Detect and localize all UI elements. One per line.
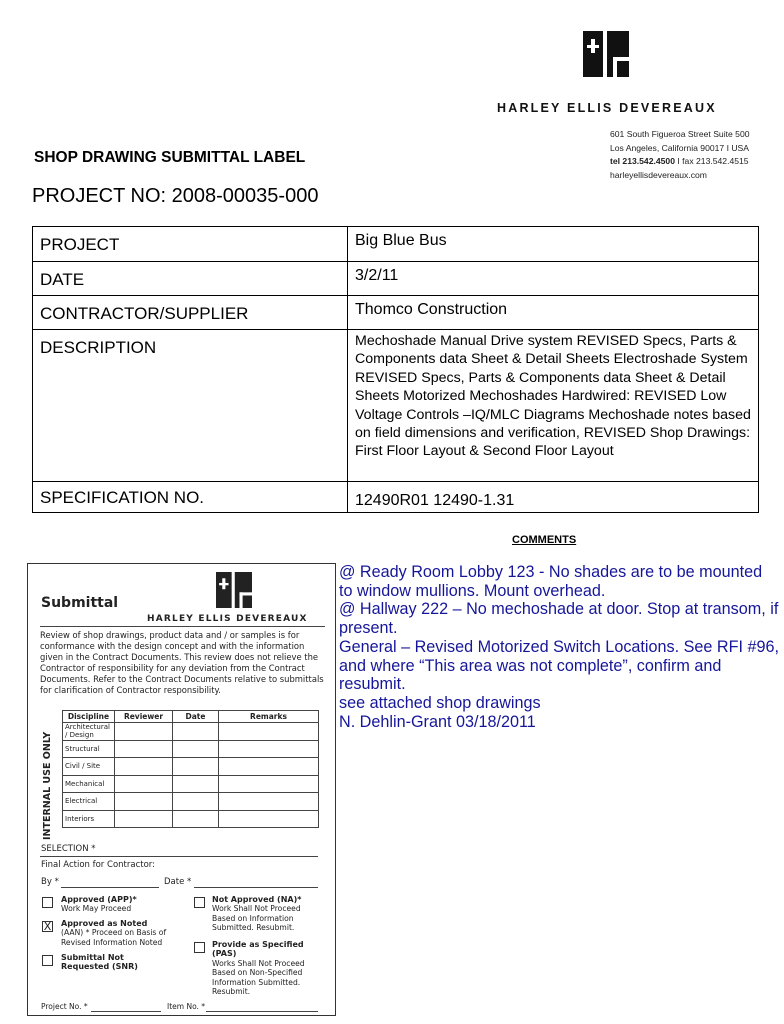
stamp-logo-icon <box>216 572 252 608</box>
final-action-label: Final Action for Contractor: <box>41 860 155 870</box>
remarks-cell[interactable] <box>219 810 319 828</box>
firm-logo-icon <box>583 31 629 77</box>
table-row <box>33 482 759 513</box>
col-header: Date <box>173 711 219 723</box>
reviewer-cell[interactable] <box>115 775 173 793</box>
remarks-cell[interactable] <box>219 793 319 811</box>
firm-address <box>610 128 750 182</box>
by-line <box>61 887 159 888</box>
internal-use-text: INTERNAL USE ONLY <box>42 731 53 840</box>
table-row <box>63 740 319 758</box>
firm-name: HARLEY ELLIS DEVEREAUX <box>497 101 717 115</box>
row-value: Big Blue Bus <box>348 227 759 262</box>
row-label: DATE <box>33 262 348 296</box>
comments-heading: COMMENTS <box>512 534 577 546</box>
approved-as-noted-checkbox[interactable]: X <box>43 920 52 933</box>
not-approved-option <box>212 895 322 933</box>
option-subtext: Work Shall Not Proceed Based on Information Submitted. Resubmit. <box>212 904 301 933</box>
row-label: CONTRACTOR/SUPPLIER <box>33 296 348 330</box>
provide-as-specified-option <box>212 940 330 996</box>
option-subtext: Work May Proceed <box>61 904 132 914</box>
tel-text: tel 213.542.4500 <box>610 156 675 166</box>
divider <box>40 856 318 857</box>
project-number: PROJECT NO: 2008-00035-000 <box>32 185 319 207</box>
discipline-cell: Structural <box>63 740 115 758</box>
submittal-table <box>32 226 759 513</box>
table-row <box>33 296 759 330</box>
date-label: Date * <box>164 877 192 887</box>
col-header: Reviewer <box>115 711 173 723</box>
address-line-2: Los Angeles, California 90017 I USA <box>610 142 750 153</box>
col-header: Discipline <box>63 711 115 723</box>
option-title: Submittal Not <box>61 953 124 962</box>
reviewer-cell[interactable] <box>115 758 173 776</box>
table-row <box>63 793 319 811</box>
option-title: Provide as Specified (PAS) <box>212 940 304 959</box>
row-value: 3/2/11 <box>348 262 759 296</box>
form-title: SHOP DRAWING SUBMITTAL LABEL <box>34 149 306 166</box>
discipline-cell: Interiors <box>63 810 115 828</box>
reviewer-cell[interactable] <box>115 723 173 741</box>
reviewer-cell[interactable] <box>115 740 173 758</box>
remarks-cell[interactable] <box>219 775 319 793</box>
approved-as-noted-option <box>61 919 179 947</box>
table-row <box>63 775 319 793</box>
date-cell[interactable] <box>173 810 219 828</box>
row-label: PROJECT <box>33 227 348 262</box>
row-value: 12490R01 12490-1.31 <box>348 482 759 513</box>
item-no-label: Item No. * <box>167 1002 206 1011</box>
table-row <box>33 330 759 482</box>
fax-text: I fax 213.542.4515 <box>675 156 749 166</box>
selection-label: SELECTION * <box>41 844 96 854</box>
date-cell[interactable] <box>173 775 219 793</box>
date-cell[interactable] <box>173 723 219 741</box>
remarks-cell[interactable] <box>219 723 319 741</box>
address-line-1: 601 South Figueroa Street Suite 500 <box>610 129 750 139</box>
date-cell[interactable] <box>173 793 219 811</box>
row-value: Thomco Construction <box>348 296 759 330</box>
comment-line: @ Hallway 222 – No mechoshade at door. Stop at transom, if present. <box>339 600 779 638</box>
comment-line: General – Revised Motorized Switch Locations. See RFI #96, and where “This area was not complete”, confirm and resubmit. <box>339 637 779 694</box>
row-label: DESCRIPTION <box>33 330 348 482</box>
option-title: Approved (APP)* <box>61 895 137 904</box>
comments-text <box>339 563 779 731</box>
provide-as-specified-checkbox[interactable] <box>194 942 205 953</box>
table-row <box>63 758 319 776</box>
date-line <box>194 887 318 888</box>
discipline-table <box>62 710 319 828</box>
comment-line: @ Ready Room Lobby 123 - No shades are to be mounted to window mullions. Mount overhead. <box>339 563 763 600</box>
not-approved-checkbox[interactable] <box>194 897 205 908</box>
comment-line: N. Dehlin-Grant 03/18/2011 <box>339 712 536 731</box>
table-row <box>33 227 759 262</box>
divider <box>40 626 325 627</box>
option-subtext: Requested (SNR) <box>61 962 138 972</box>
website: harleyellisdevereaux.com <box>610 169 707 180</box>
stamp-title: Submittal <box>41 595 119 611</box>
option-title: Not Approved (NA)* <box>212 895 302 904</box>
table-row <box>33 262 759 296</box>
project-no-line <box>91 1011 161 1012</box>
table-row <box>63 723 319 741</box>
date-cell[interactable] <box>173 740 219 758</box>
internal-use-label <box>36 712 56 842</box>
option-subtext: (AAN) * Proceed on Basis of Revised Information Noted <box>61 928 167 947</box>
col-header: Remarks <box>219 711 319 723</box>
remarks-cell[interactable] <box>219 740 319 758</box>
by-label: By * <box>41 877 59 887</box>
stamp-review-text: Review of shop drawings, product data and / or samples is for conformance with the design concept and with the information given in the Contract Documents. This review does not relieve the Contractor of responsibility for any deviation from the Contract Documents. Refer to the Contract Documents relative to submittals for clarification of Contractor responsibility. <box>40 630 324 695</box>
approved-checkbox[interactable] <box>42 897 53 908</box>
phone-line <box>610 155 750 169</box>
discipline-cell: Civil / Site <box>63 758 115 776</box>
option-subtext: Works Shall Not Proceed Based on Non-Specified Information Submitted. Resubmit. <box>212 958 305 997</box>
remarks-cell[interactable] <box>219 758 319 776</box>
discipline-cell: Architectural / Design <box>63 723 115 741</box>
approved-option <box>61 895 179 914</box>
row-label: SPECIFICATION NO. <box>33 482 348 513</box>
review-stamp <box>27 563 336 1016</box>
submittal-not-requested-checkbox[interactable] <box>42 955 53 966</box>
project-no-label: Project No. * <box>41 1002 88 1011</box>
submittal-not-requested-option <box>61 953 179 972</box>
date-cell[interactable] <box>173 758 219 776</box>
discipline-cell: Electrical <box>63 793 115 811</box>
table-header-row <box>63 711 319 723</box>
item-no-line <box>206 1011 318 1012</box>
stamp-firm-name: HARLEY ELLIS DEVEREAUX <box>147 614 308 624</box>
reviewer-cell[interactable] <box>115 793 173 811</box>
row-value: Mechoshade Manual Drive system REVISED Specs, Parts & Components data Sheet & Detail Sheets Electroshade System REVISED Specs, Parts & Components data Sheet & Detail Sheets Motorized Mechoshades Hardwired: REVISED Low Voltage Controls –IQ/MLC Diagrams Mechoshade notes based on field dimensions and verification, REVISED Shop Drawings: First Floor Layout & Second Floor Layout <box>348 330 759 482</box>
discipline-cell: Mechanical <box>63 775 115 793</box>
comment-line: see attached shop drawings <box>339 693 541 712</box>
reviewer-cell[interactable] <box>115 810 173 828</box>
table-row <box>63 810 319 828</box>
option-title: Approved as Noted <box>61 919 148 928</box>
